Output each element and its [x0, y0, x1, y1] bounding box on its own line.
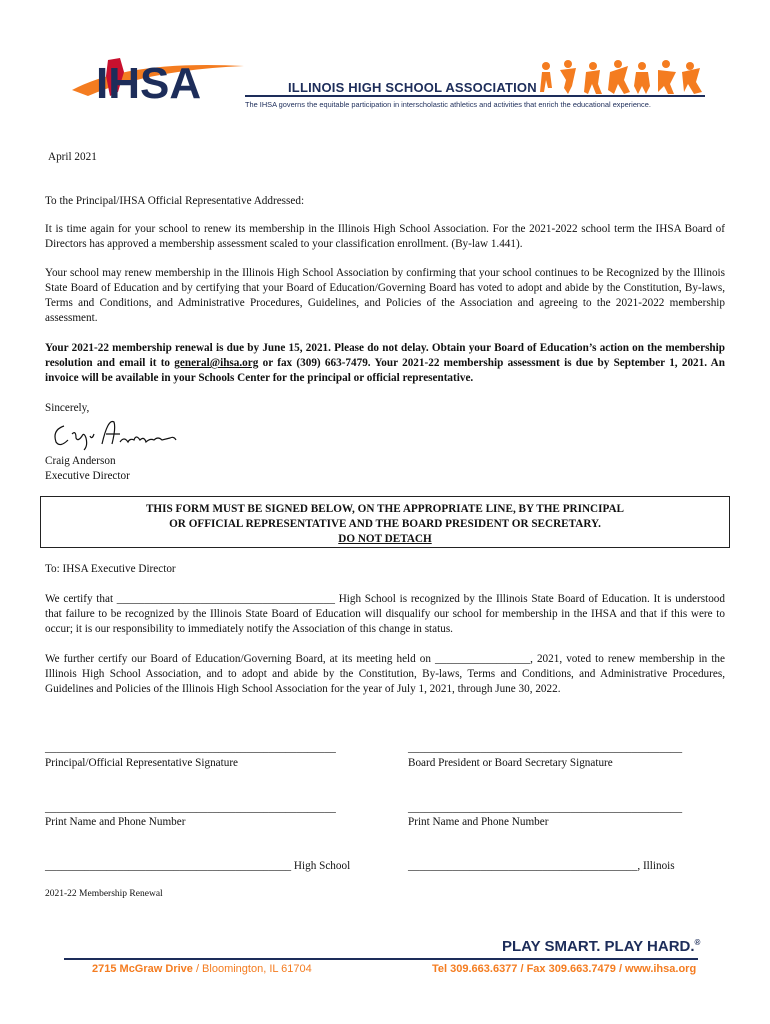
paragraph-1: It is time again for your school to renew its membership in the Illinois High School Association. For the 2021-2022 school term the IHSA Board of Directors has approved a membership assessment scaled to your classification enrollment. (By-law 1.441). — [45, 223, 725, 250]
signer-title: Executive Director — [45, 470, 130, 482]
board-print-label: Print Name and Phone Number — [408, 816, 549, 828]
association-name: ILLINOIS HIGH SCHOOL ASSOCIATION — [288, 80, 537, 95]
address-street: 2715 McGraw Drive — [92, 963, 193, 975]
principal-signature-line[interactable]: ____________________________________________________ — [45, 742, 336, 754]
form-name: 2021-22 Membership Renewal — [45, 889, 163, 899]
notice-do-not-detach: DO NOT DETACH — [338, 533, 432, 545]
signature-image — [50, 416, 180, 452]
principal-print-line[interactable]: ____________________________________________________ — [45, 802, 336, 814]
slogan — [502, 938, 700, 955]
signature-notice-box — [40, 496, 730, 548]
email-link[interactable]: general@ihsa.org — [174, 357, 259, 369]
principal-print-label: Print Name and Phone Number — [45, 816, 186, 828]
board-signature-line[interactable]: _________________________________________________ — [408, 742, 683, 754]
header-tagline: The IHSA governs the equitable participation in interscholastic athletics and activities that enrich the educational experience. — [245, 100, 651, 109]
paragraph-2: Your school may renew membership in the Illinois High School Association by confirming that your school continues to be Recognized by the Illinois State Board of Education and by certifying that your Board of Education/Governing Board has voted to adopt and abide by the Constitution, By-laws, Terms and Conditions, and Administrative Procedures, Guidelines, and Policies of the Association and agreeing to the 2021-2022 membership assessment. — [45, 267, 725, 324]
letter-date: April 2021 — [48, 151, 97, 163]
address-city: / Bloomington, IL 61704 — [192, 963, 312, 975]
trademark: ® — [694, 938, 701, 947]
notice-line-2: OR OFFICIAL REPRESENTATIVE AND THE BOARD PRESIDENT OR SECRETARY. — [169, 518, 601, 530]
form-to: To: IHSA Executive Director — [45, 563, 176, 575]
ihsa-logo — [68, 52, 248, 110]
paragraph-3-part-b: or fax (309) 663-7479. Your 2021-22 membership assessment is due by September 1, 2021. An invoice will be available in your Schools Center for the principal or official representative. — [45, 357, 725, 384]
certify-paragraph-2: We further certify our Board of Education/Governing Board, at its meeting held on _________________, 2021, voted to renew membership in the Illinois High School Association, and to adopt and abide by the Constitution, By-laws, Terms and Conditions, and Administrative Procedures, Guidelines and Policies of the Illinois High School Association for the year of July 1, 2021, through June 30, 2022. — [45, 653, 725, 695]
school-name-line[interactable]: ____________________________________________ High School — [45, 860, 351, 872]
signer-name: Craig Anderson — [45, 455, 116, 467]
board-print-line[interactable]: _________________________________________________ — [408, 802, 683, 814]
letter-closing: Sincerely, — [45, 402, 90, 414]
footer-divider — [64, 958, 698, 960]
logo-text: IHSA — [96, 59, 202, 108]
certify-paragraph-1: We certify that _______________________________________ High School is recognized by the Illinois State Board of Education. It is understood that failure to be recognized by the Illinois State Board of Education will disqualify our school for membership in the IHSA and that if this were to occur; it is our responsibility to immediately notify the Association of this change in status. — [45, 593, 725, 635]
paragraph-3 — [45, 341, 725, 386]
athlete-figures-icon — [538, 58, 708, 96]
letter-salutation: To the Principal/IHSA Official Representative Addressed: — [45, 195, 305, 207]
slogan-text: PLAY SMART. PLAY HARD. — [502, 938, 695, 955]
paragraph-3-part-a: Your 2021-22 membership renewal is due by June 15, 2021. Please do not delay. Obtain your Board of Education’s action on the membership resolution and email it to — [45, 342, 725, 369]
city-line[interactable]: _________________________________________, Illinois — [408, 860, 675, 872]
notice-line-1: THIS FORM MUST BE SIGNED BELOW, ON THE APPROPRIATE LINE, BY THE PRINCIPAL — [145, 503, 625, 515]
board-signature-label: Board President or Board Secretary Signature — [408, 757, 613, 769]
footer-address — [92, 963, 312, 975]
footer-contact: Tel 309.663.6377 / Fax 309.663.7479 / www.ihsa.org — [432, 963, 697, 975]
principal-signature-label: Principal/Official Representative Signature — [45, 757, 239, 769]
